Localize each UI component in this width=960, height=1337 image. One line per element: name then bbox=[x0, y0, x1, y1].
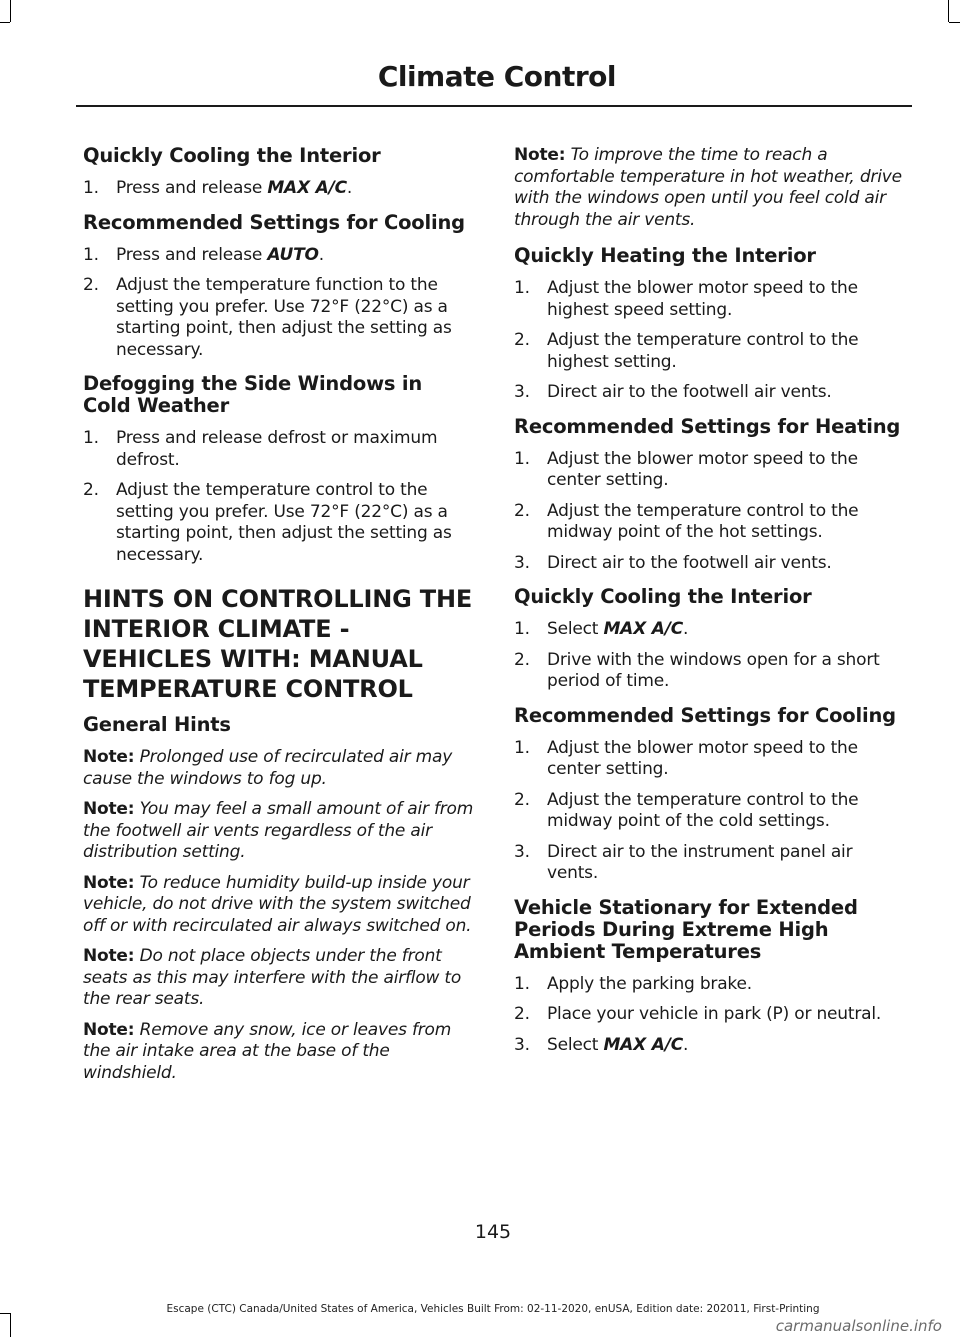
crop-mark bbox=[948, 0, 949, 22]
edition-footer: Escape (CTC) Canada/United States of America, Vehicles Built From: 02-11-2020, enUSA, Edition date: 202011, First-Printing bbox=[166, 1303, 820, 1315]
list-item: 1. Press and release MAX A/C. bbox=[83, 178, 353, 198]
note: Note: Remove any snow, ice or leaves from the air intake area at the base of the windshield. bbox=[83, 1019, 452, 1083]
list-item: 1. Adjust the blower motor speed to the highest speed setting. bbox=[514, 278, 858, 320]
left-column bbox=[83, 145, 476, 1093]
right-column bbox=[514, 145, 907, 1068]
step-list bbox=[83, 178, 476, 200]
crop-mark bbox=[0, 22, 10, 23]
list-item: 2. Drive with the windows open for a short period of time. bbox=[514, 649, 880, 691]
list-item: 1. Press and release AUTO. bbox=[83, 244, 324, 265]
control-name: MAX A/C bbox=[603, 619, 683, 639]
step-list bbox=[514, 449, 907, 575]
list-item: 3. Select MAX A/C. bbox=[514, 1034, 689, 1055]
step-list bbox=[514, 619, 907, 693]
watermark: carmanualsonline.info bbox=[775, 1317, 942, 1335]
control-name: AUTO bbox=[267, 244, 319, 265]
list-item: 2. Adjust the temperature control to the midway point of the hot settings. bbox=[514, 500, 859, 542]
list-item: 1. Select MAX A/C. bbox=[514, 619, 689, 639]
control-name: MAX A/C bbox=[603, 1034, 683, 1055]
section-heading: Quickly Cooling the Interior bbox=[83, 144, 381, 167]
section-heading: Recommended Settings for Cooling bbox=[83, 210, 465, 234]
note: Note: To improve the time to reach a comfortable temperature in hot weather, drive with the windows open until you feel cold air through the air vents. bbox=[514, 145, 902, 230]
step-list bbox=[514, 974, 907, 1057]
list-item: 2. Adjust the temperature control to the midway point of the cold settings. bbox=[514, 789, 859, 831]
section-heading: Recommended Settings for Heating bbox=[514, 414, 901, 438]
list-item: 1. Adjust the blower motor speed to the center setting. bbox=[514, 737, 858, 779]
section-heading: Quickly Cooling the Interior bbox=[514, 585, 812, 608]
note: Note: You may feel a small amount of air from the footwell air vents regardless of the air distribution setting. bbox=[83, 799, 474, 862]
section-heading: Quickly Heating the Interior bbox=[514, 244, 816, 267]
step-list bbox=[83, 428, 476, 566]
page-number: 145 bbox=[474, 1221, 512, 1243]
list-item: 1. Press and release defrost or maximum defrost. bbox=[83, 428, 438, 470]
section-heading: Defogging the Side Windows in Cold Weather bbox=[83, 372, 423, 417]
note: Note: To reduce humidity build-up inside your vehicle, do not drive with the system switched off or with recirculated air always switched on. bbox=[83, 872, 472, 936]
section-heading: General Hints bbox=[83, 713, 231, 736]
step-list bbox=[514, 278, 907, 404]
control-name: MAX A/C bbox=[267, 178, 347, 198]
crop-mark bbox=[949, 22, 960, 23]
list-item: 3. Direct air to the footwell air vents. bbox=[514, 552, 832, 573]
step-list bbox=[83, 245, 476, 362]
step-list bbox=[514, 738, 907, 885]
chapter-heading: HINTS ON CONTROLLING THE INTERIOR CLIMATE - VEHICLES WITH: MANUAL TEMPERATURE CONTROL bbox=[83, 585, 473, 703]
note: Note: Do not place objects under the front seats as this may interfere with the airflow to the rear seats. bbox=[83, 946, 462, 1009]
list-item: 1. Adjust the blower motor speed to the center setting. bbox=[514, 448, 858, 490]
crop-mark bbox=[10, 1313, 11, 1337]
list-item: 2. Place your vehicle in park (P) or neutral. bbox=[514, 1004, 882, 1024]
crop-mark bbox=[10, 0, 11, 22]
list-item: 2. Adjust the temperature control to the setting you prefer. Use 72°F (22°C) as a starting point, then adjust the setting as necessary. bbox=[83, 480, 452, 565]
section-heading: Vehicle Stationary for Extended Periods During Extreme High Ambient Temperatures bbox=[514, 895, 858, 963]
section-heading: Recommended Settings for Cooling bbox=[514, 703, 896, 727]
page-title: Climate Control bbox=[377, 60, 616, 93]
list-item: 3. Direct air to the instrument panel air vents. bbox=[514, 841, 853, 883]
list-item: 2. Adjust the temperature function to the setting you prefer. Use 72°F (22°C) as a starting point, then adjust the setting as necessary. bbox=[83, 275, 452, 360]
header-rule bbox=[76, 105, 912, 107]
list-item: 3. Direct air to the footwell air vents. bbox=[514, 382, 832, 402]
note: Note: Prolonged use of recirculated air may cause the windows to fog up. bbox=[83, 747, 453, 789]
list-item: 1. Apply the parking brake. bbox=[514, 973, 752, 994]
list-item: 2. Adjust the temperature control to the highest setting. bbox=[514, 330, 859, 372]
